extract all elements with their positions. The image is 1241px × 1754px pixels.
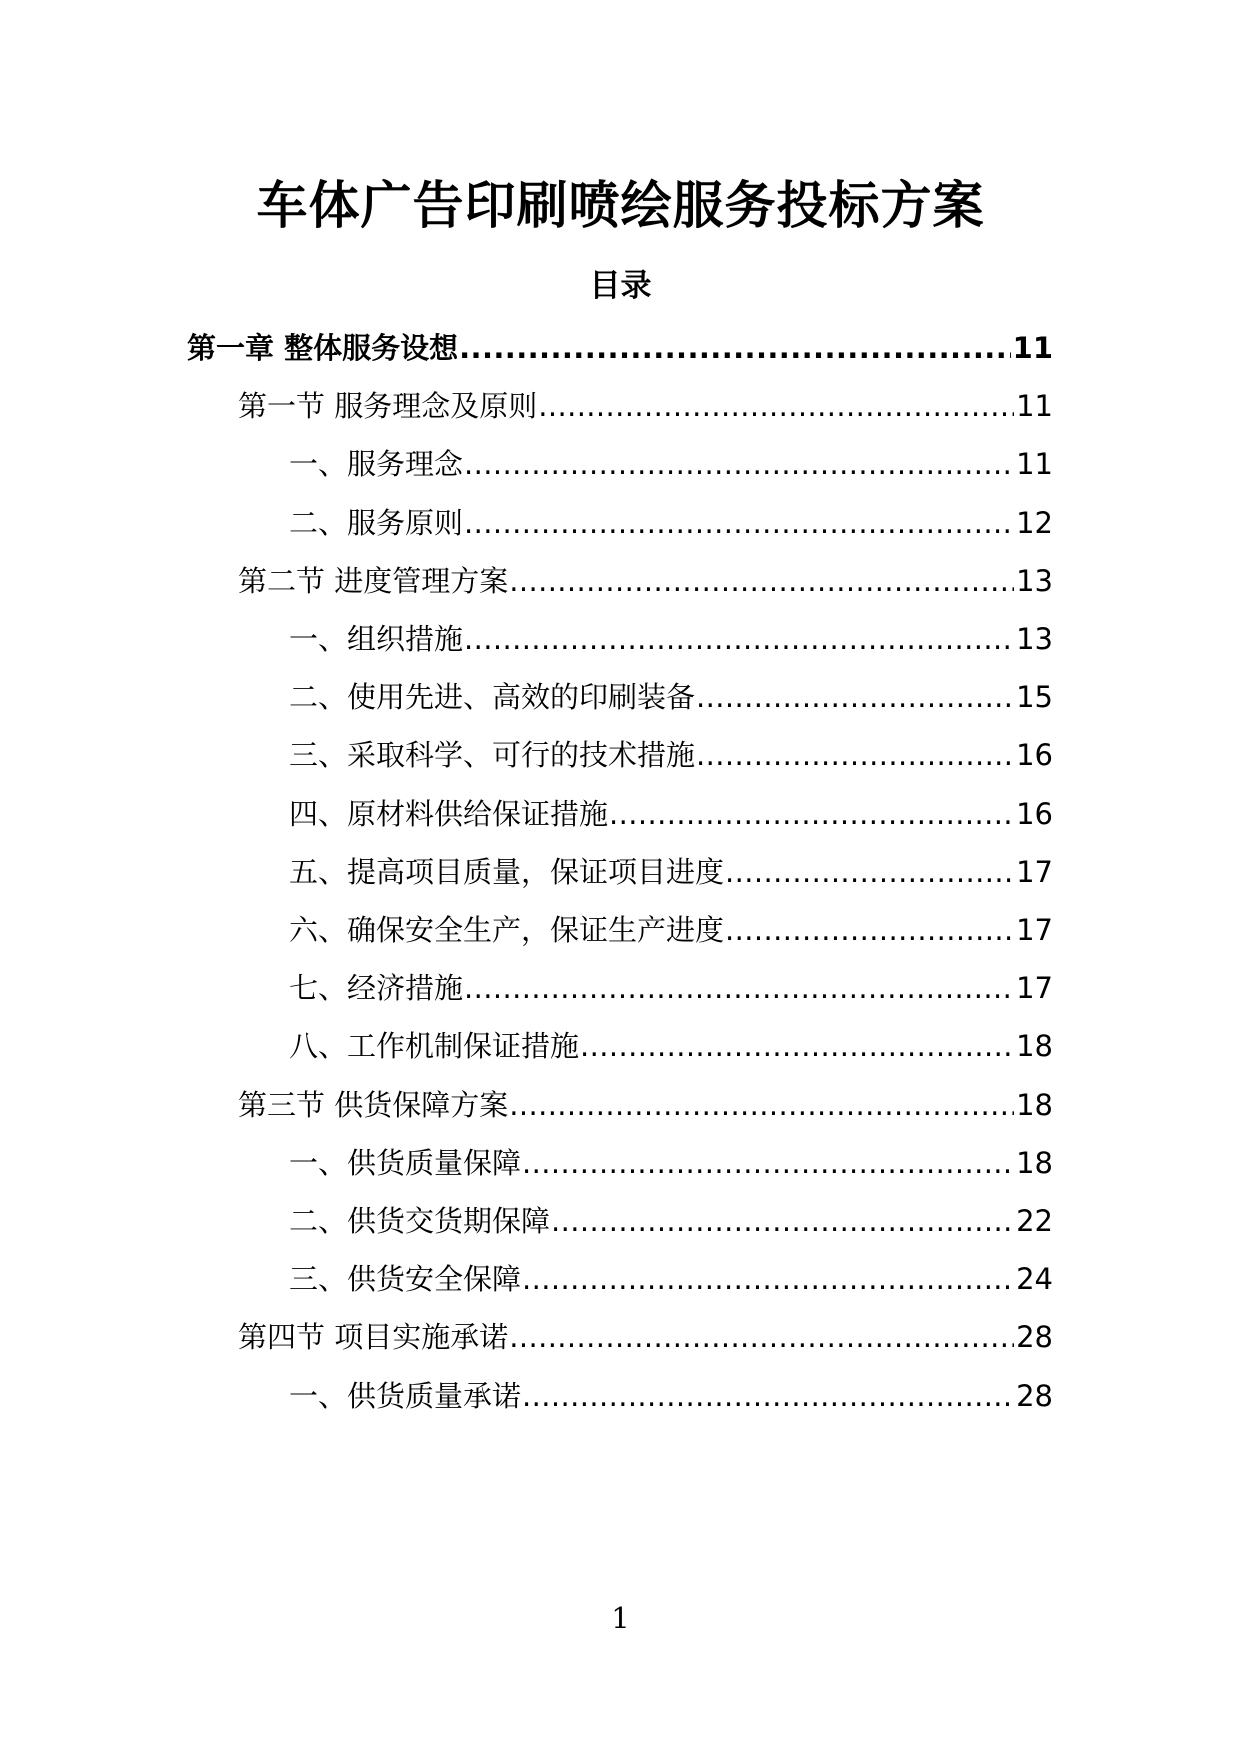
toc-entry-page: 17 xyxy=(1016,855,1053,889)
toc-entry-title: 第一章 整体服务设想 xyxy=(187,331,459,365)
toc-dot-leader xyxy=(463,966,1014,1010)
toc-entry-title: 二、使用先进、高效的印刷装备 xyxy=(289,680,696,714)
toc-entry-title: 七、经济措施 xyxy=(289,971,464,1005)
toc-entry-title: 一、服务理念 xyxy=(289,447,464,481)
toc-entry[interactable] xyxy=(289,1024,1053,1068)
toc-dot-leader xyxy=(550,1199,1014,1243)
toc-entry-title: 第二节 进度管理方案 xyxy=(238,564,509,598)
toc-entry-page: 17 xyxy=(1016,971,1053,1005)
toc-dot-leader xyxy=(695,675,1014,719)
toc-entry-title: 三、供货安全保障 xyxy=(289,1262,522,1296)
toc-entry-page: 11 xyxy=(1016,447,1053,481)
toc-entry[interactable] xyxy=(289,966,1053,1010)
toc-dot-leader xyxy=(521,1141,1014,1185)
toc-entry-page: 11 xyxy=(1012,331,1053,365)
toc-dot-leader xyxy=(521,1257,1014,1301)
toc-entry-page: 18 xyxy=(1016,1088,1053,1122)
toc-entry-title: 第三节 供货保障方案 xyxy=(238,1088,509,1122)
toc-entry-page: 13 xyxy=(1016,564,1053,598)
toc-entry[interactable] xyxy=(238,1315,1053,1359)
toc-dot-leader xyxy=(724,908,1014,952)
toc-dot-leader xyxy=(521,1374,1014,1418)
toc-entry-page: 18 xyxy=(1016,1029,1053,1063)
toc-entry-title: 第一节 服务理念及原则 xyxy=(238,389,538,423)
toc-entry[interactable] xyxy=(289,908,1053,952)
toc-entry[interactable] xyxy=(289,617,1053,661)
toc-dot-leader xyxy=(724,850,1014,894)
toc-dot-leader xyxy=(608,792,1014,836)
toc-entry-page: 24 xyxy=(1016,1262,1053,1296)
toc-dot-leader xyxy=(508,559,1014,603)
toc-entry-title: 五、提高项目质量，保证项目进度 xyxy=(289,855,725,889)
toc-entry-title: 三、采取科学、可行的技术措施 xyxy=(289,738,696,772)
toc-dot-leader xyxy=(508,1083,1014,1127)
toc-entry[interactable] xyxy=(289,1199,1053,1243)
toc-entry-page: 13 xyxy=(1016,622,1053,656)
toc-entry[interactable] xyxy=(289,501,1053,545)
toc-entry[interactable] xyxy=(289,442,1053,486)
toc-entry-page: 12 xyxy=(1016,506,1053,540)
toc-entry-title: 二、供货交货期保障 xyxy=(289,1204,551,1238)
toc-dot-leader xyxy=(458,326,1011,370)
toc-entry[interactable] xyxy=(238,384,1053,428)
toc-entry[interactable] xyxy=(289,792,1053,836)
toc-entry-page: 28 xyxy=(1016,1320,1053,1354)
toc-entry-page: 11 xyxy=(1016,389,1053,423)
toc-dot-leader xyxy=(463,617,1014,661)
toc-entry-page: 17 xyxy=(1016,913,1053,947)
toc-entry[interactable] xyxy=(289,1141,1053,1185)
document-title: 车体广告印刷喷绘服务投标方案 xyxy=(256,177,985,236)
toc-entry-title: 六、确保安全生产，保证生产进度 xyxy=(289,913,725,947)
toc-entry[interactable] xyxy=(289,1374,1053,1418)
toc-entry-title: 一、供货质量承诺 xyxy=(289,1379,522,1413)
toc-entry-title: 一、供货质量保障 xyxy=(289,1146,522,1180)
toc-entry[interactable] xyxy=(289,733,1053,777)
toc-entry[interactable] xyxy=(238,559,1053,603)
toc-entry[interactable] xyxy=(238,1083,1053,1127)
toc-dot-leader xyxy=(579,1024,1014,1068)
toc-dot-leader xyxy=(508,1315,1014,1359)
toc-entry-page: 15 xyxy=(1016,680,1053,714)
toc-entry-title: 一、组织措施 xyxy=(289,622,464,656)
toc-entry-page: 18 xyxy=(1016,1146,1053,1180)
toc-heading: 目录 xyxy=(589,268,652,304)
toc-dot-leader xyxy=(695,733,1014,777)
toc-dot-leader xyxy=(463,501,1014,545)
toc-dot-leader xyxy=(463,442,1014,486)
toc-entry[interactable] xyxy=(289,1257,1053,1301)
toc-entry-page: 16 xyxy=(1016,797,1053,831)
toc-dot-leader xyxy=(537,384,1014,428)
toc-entry-page: 22 xyxy=(1016,1204,1053,1238)
toc-entry[interactable] xyxy=(289,675,1053,719)
toc-entry-title: 四、原材料供给保证措施 xyxy=(289,797,609,831)
toc-entry-title: 二、服务原则 xyxy=(289,506,464,540)
page-number: 1 xyxy=(611,1601,630,1635)
toc-entry-page: 16 xyxy=(1016,738,1053,772)
toc-entry[interactable] xyxy=(289,850,1053,894)
toc-entry[interactable] xyxy=(187,326,1053,370)
toc-entry-page: 28 xyxy=(1016,1379,1053,1413)
toc-entry-title: 第四节 项目实施承诺 xyxy=(238,1320,509,1354)
toc-entry-title: 八、工作机制保证措施 xyxy=(289,1029,580,1063)
